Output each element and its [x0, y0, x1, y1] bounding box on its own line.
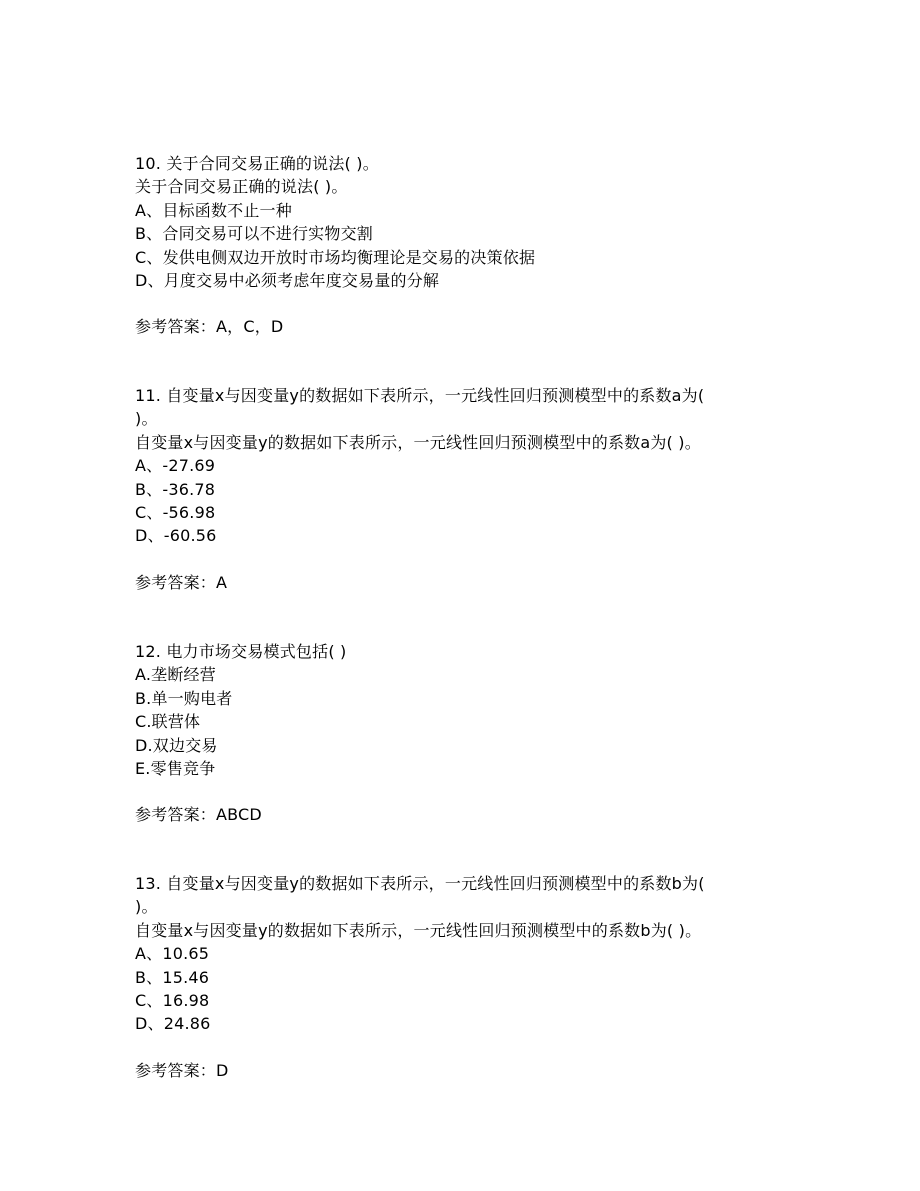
option-a: A、目标函数不止一种: [135, 200, 292, 220]
option-c: C、16.98: [135, 990, 210, 1010]
question-restated: 自变量x与因变量y的数据如下表所示，一元线性回归预测模型中的系数a为( )。: [135, 432, 701, 452]
question-stem-continued: )。: [135, 897, 158, 917]
option-a: A、10.65: [135, 944, 210, 964]
question-stem: 12. 电力市场交易模式包括( ): [135, 642, 347, 661]
reference-answer: 参考答案：A，C，D: [135, 317, 284, 337]
question-stem: 13. 自变量x与因变量y的数据如下表所示，一元线性回归预测模型中的系数b为(: [135, 874, 705, 893]
option-b: B、合同交易可以不进行实物交割: [135, 224, 373, 244]
question-stem-continued: )。: [135, 409, 158, 429]
question-12: [135, 640, 815, 827]
option-d: D、月度交易中必须考虑年度交易量的分解: [135, 270, 440, 290]
option-b: B、15.46: [135, 967, 210, 987]
option-d: D、24.86: [135, 1014, 211, 1034]
option-c: C、发供电侧双边开放时市场均衡理论是交易的决策依据: [135, 247, 536, 267]
option-a: A.垄断经营: [135, 665, 216, 685]
question-11: [135, 384, 815, 594]
question-restated: 自变量x与因变量y的数据如下表所示，一元线性回归预测模型中的系数b为( )。: [135, 920, 702, 940]
question-13: [135, 872, 815, 1082]
option-d: D.双边交易: [135, 735, 218, 755]
option-e: E.零售竞争: [135, 758, 216, 778]
option-a: A、-27.69: [135, 456, 216, 476]
question-10: [135, 152, 815, 339]
option-d: D、-60.56: [135, 526, 217, 546]
question-restated: 关于合同交易正确的说法( )。: [135, 177, 348, 197]
option-b: B.单一购电者: [135, 688, 233, 708]
option-b: B、-36.78: [135, 479, 216, 499]
reference-answer: 参考答案：ABCD: [135, 805, 262, 825]
reference-answer: 参考答案：D: [135, 1060, 229, 1080]
option-c: C.联营体: [135, 712, 201, 732]
option-c: C、-56.98: [135, 502, 216, 522]
question-stem: 10. 关于合同交易正确的说法( )。: [135, 154, 379, 173]
reference-answer: 参考答案：A: [135, 572, 228, 592]
question-stem: 11. 自变量x与因变量y的数据如下表所示，一元线性回归预测模型中的系数a为(: [135, 386, 705, 405]
